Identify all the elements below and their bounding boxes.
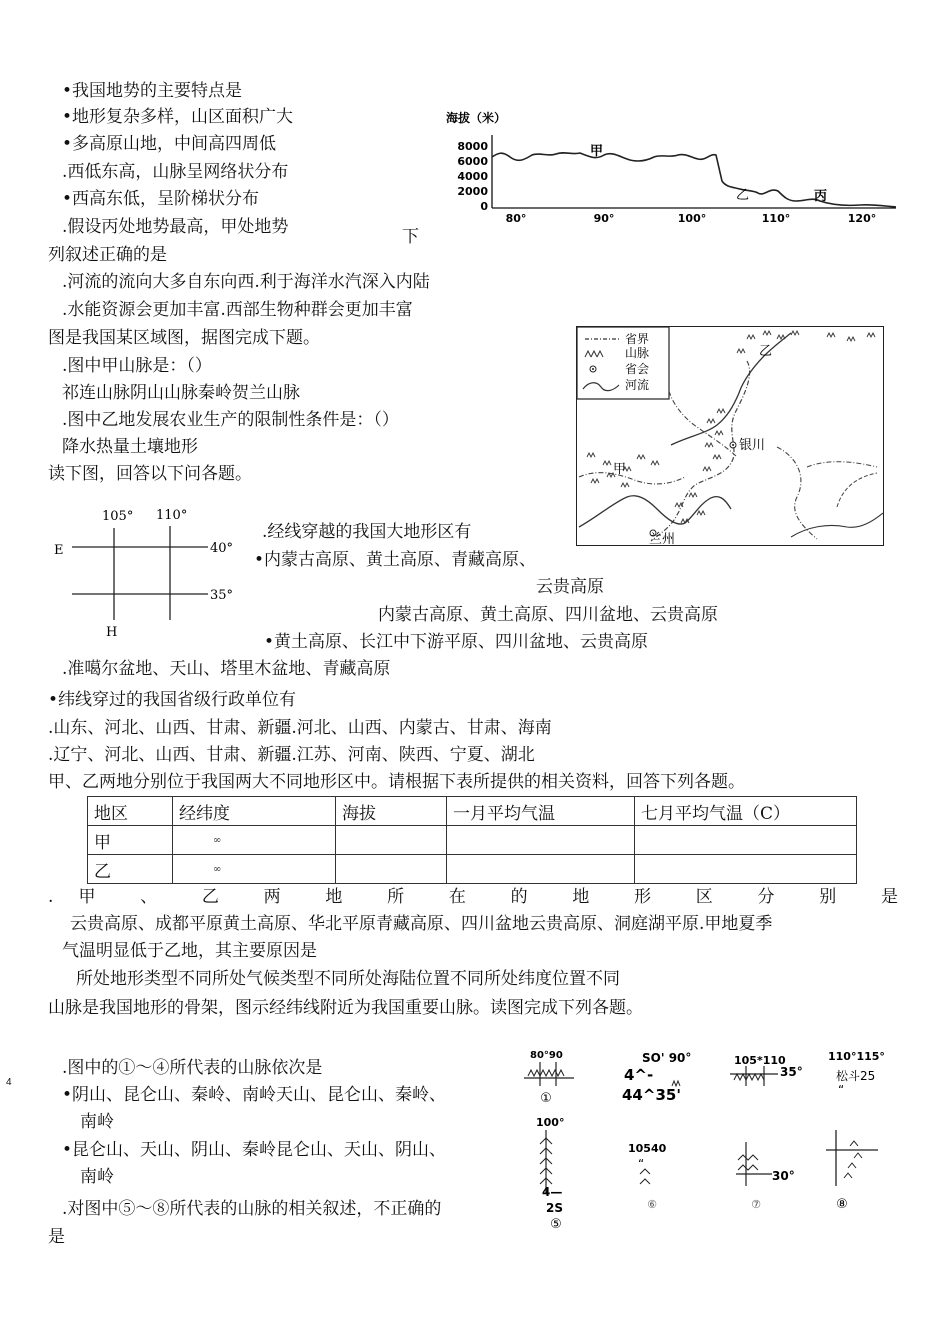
m1-mountain-symbol bbox=[528, 1070, 564, 1076]
region-map-figure bbox=[576, 326, 884, 546]
m5-lon-label: 100° bbox=[536, 1116, 565, 1129]
map-label-lanzhou: 兰州 bbox=[649, 532, 676, 546]
q4-option-d: .准噶尔盆地、天山、塔里木盆地、青藏高原 bbox=[62, 659, 391, 679]
profile-ytick: 8000 bbox=[457, 140, 488, 153]
table-row bbox=[88, 826, 857, 855]
province-border bbox=[837, 473, 877, 507]
river bbox=[579, 496, 731, 527]
profile-ytick: 6000 bbox=[457, 155, 488, 168]
m5-label-a: 4— bbox=[542, 1185, 563, 1199]
m8-mountain-symbol bbox=[844, 1141, 862, 1178]
profile-xtick: 110° bbox=[761, 212, 791, 225]
q3-stem: .图中甲山脉是：（） bbox=[62, 356, 212, 376]
q7-option-ab: •阴山、昆仑山、秦岭、南岭天山、昆仑山、秦岭、 bbox=[62, 1085, 447, 1105]
q7-option-cd: •昆仑山、天山、阴山、秦岭昆仑山、天山、阴山、 bbox=[62, 1140, 447, 1160]
province-border bbox=[669, 391, 737, 457]
q5-options-2: .辽宁、河北、山西、甘肃、新疆.江苏、河南、陕西、宁夏、湖北 bbox=[48, 745, 535, 765]
table-cell bbox=[336, 855, 447, 884]
m4-name: 松斗25 bbox=[836, 1069, 876, 1083]
m5-number: ⑤ bbox=[550, 1217, 562, 1232]
q5-options-1: .山东、河北、山西、甘肃、新疆.河北、山西、内蒙古、甘肃、海南 bbox=[48, 718, 552, 738]
m6-lon-label: 10540 bbox=[628, 1142, 667, 1155]
q4-option-a: •内蒙古高原、黄土高原、青藏高原、 bbox=[254, 550, 537, 570]
table-cell: ∞ bbox=[173, 855, 336, 884]
table-cell: 甲 bbox=[88, 826, 173, 855]
table-cell bbox=[635, 826, 857, 855]
map-label-yinchuan: 银川 bbox=[739, 438, 766, 453]
q3-intro: 图是我国某区域图，据图完成下题。 bbox=[48, 328, 320, 348]
q8-stem-cont: 是 bbox=[48, 1227, 65, 1247]
q7-option-cd-cont: 南岭 bbox=[80, 1167, 114, 1187]
table-header: 七月平均气温（C） bbox=[635, 797, 857, 826]
grid-h-label: H bbox=[106, 625, 118, 640]
q2-option-cd: .水能资源会更加丰富.西部生物种群会更加丰富 bbox=[62, 300, 413, 320]
q1-option-a: •地形复杂多样，山区面积广大 bbox=[62, 107, 294, 127]
q5-stem: •纬线穿过的我国省级行政单位有 bbox=[48, 690, 297, 710]
profile-label-bing: 丙 bbox=[814, 189, 828, 204]
table-header: 地区 bbox=[88, 797, 173, 826]
legend-mountain-label: 山脉 bbox=[625, 346, 650, 360]
m3-lat-label: 35° bbox=[780, 1065, 803, 1079]
yellow-river bbox=[671, 333, 791, 445]
q4-option-b: 内蒙古高原、黄土高原、四川盆地、云贵高原 bbox=[378, 605, 718, 625]
table-header: 海拔 bbox=[336, 797, 447, 826]
profile-ylabel: 海拔（米） bbox=[446, 111, 507, 125]
m6-quote: “ bbox=[638, 1157, 645, 1171]
legend-river-label: 河流 bbox=[625, 378, 650, 392]
grid-top-label: 105° bbox=[102, 509, 134, 524]
q4-option-c: •黄土高原、长江中下游平原、四川盆地、云贵高原 bbox=[264, 632, 649, 652]
m5-label-b: 2S bbox=[546, 1201, 563, 1215]
profile-xtick: 90° bbox=[593, 212, 615, 225]
q7-intro: 山脉是我国地形的骨架，图示经纬线附近为我国重要山脉。读图完成下列各题。 bbox=[48, 998, 643, 1018]
table-header: 一月平均气温 bbox=[447, 797, 635, 826]
map-legend-box bbox=[577, 327, 669, 399]
province-border bbox=[777, 447, 817, 539]
q7-option-ab-cont: 南岭 bbox=[80, 1112, 114, 1132]
page-marker: 4 bbox=[6, 1077, 12, 1088]
profile-ytick: 0 bbox=[480, 200, 488, 213]
legend-capital-label: 省会 bbox=[625, 362, 650, 376]
grid-right-label: 40° bbox=[210, 541, 234, 556]
table-row bbox=[88, 855, 857, 884]
table-cell bbox=[635, 855, 857, 884]
m4-quote: “ bbox=[838, 1083, 845, 1097]
m3-lon-label: 105*110 bbox=[734, 1054, 786, 1067]
m3-mountain-symbol bbox=[734, 1074, 764, 1080]
q6-intro: 甲、乙两地分别位于我国两大不同地形区中。请根据下表所提供的相关资料，回答下列各题。 bbox=[48, 772, 745, 792]
q6-stem2: 气温明显低于乙地，其主要原因是 bbox=[62, 941, 317, 961]
q4a-options: 降水热量土壤地形 bbox=[62, 437, 198, 457]
table-cell bbox=[336, 826, 447, 855]
m1-lon-label: 80°90 bbox=[530, 1050, 563, 1061]
profile-ytick: 4000 bbox=[457, 170, 488, 183]
q6-options: 云贵高原、成都平原黄土高原、华北平原青藏高原、四川盆地云贵高原、洞庭湖平原.甲地夏季 bbox=[70, 914, 773, 934]
table-cell bbox=[447, 826, 635, 855]
q1-option-b: •多高原山地，中间高四周低 bbox=[62, 134, 277, 154]
q2-stem-tail: 下 bbox=[402, 227, 419, 247]
profile-ytick: 2000 bbox=[457, 185, 488, 198]
m1-number: ① bbox=[540, 1091, 552, 1106]
q7-stem: .图中的①～④所代表的山脉依次是 bbox=[62, 1058, 323, 1078]
q3-options: 祁连山脉阴山山脉秦岭贺兰山脉 bbox=[62, 383, 300, 403]
profile-xtick: 120° bbox=[847, 212, 877, 225]
m6-mountain-symbol bbox=[640, 1169, 650, 1184]
table-cell: 乙 bbox=[88, 855, 173, 884]
climate-data-table bbox=[87, 796, 857, 884]
m2-label-a: 4^- bbox=[624, 1066, 654, 1084]
legend-border-label: 省界 bbox=[625, 332, 650, 346]
elevation-profile-figure bbox=[440, 105, 902, 230]
q1-stem: •我国地势的主要特点是 bbox=[62, 81, 243, 101]
grid-top-label: 110° bbox=[156, 508, 188, 523]
mountain-diagrams-figure bbox=[516, 1046, 900, 1242]
province-border bbox=[807, 462, 877, 467]
q2-stem-cont: 列叙述正确的是 bbox=[48, 245, 167, 265]
m2-lon-label: SO' 90° bbox=[642, 1051, 692, 1065]
map-label-yi: 乙 bbox=[759, 344, 773, 359]
m8-number: ⑧ bbox=[836, 1197, 848, 1212]
profile-xtick: 100° bbox=[677, 212, 707, 225]
q6-stem: . 甲 、 乙 两 地 所 在 的 地 形 区 分 别 是 bbox=[48, 887, 898, 907]
q4-stem: .经线穿越的我国大地形区有 bbox=[262, 522, 472, 542]
profile-terrain-line bbox=[492, 153, 896, 207]
q1-option-c: .西低东高，山脉呈网络状分布 bbox=[62, 162, 289, 182]
grid-e-label: E bbox=[54, 543, 64, 558]
profile-label-yi: 乙 bbox=[736, 188, 750, 203]
q1-option-d: •西高东低，呈阶梯状分布 bbox=[62, 189, 260, 209]
m7-lat-label: 30° bbox=[772, 1169, 795, 1183]
profile-label-jia: 甲 bbox=[590, 144, 604, 159]
table-header-row bbox=[88, 797, 857, 826]
m4-lon-label: 110°115° bbox=[828, 1050, 885, 1063]
table-header: 经纬度 bbox=[173, 797, 336, 826]
table-cell bbox=[447, 855, 635, 884]
lat-lon-grid-figure bbox=[48, 502, 248, 642]
q2-stem: .假设丙处地势最高，甲处地势 bbox=[62, 217, 289, 237]
q4-intro: 读下图，回答以下问各题。 bbox=[48, 464, 252, 484]
m7-mountain-symbol bbox=[738, 1155, 758, 1170]
q2-option-ab: .河流的流向大多自东向西.利于海洋水汽深入内陆 bbox=[62, 272, 430, 292]
m2-label-b: 44^35' bbox=[622, 1086, 681, 1104]
map-label-jia: 甲 bbox=[613, 462, 627, 477]
m6-number: ⑥ bbox=[647, 1198, 657, 1211]
q4a-stem: .图中乙地发展农业生产的限制性条件是：（） bbox=[62, 410, 399, 430]
river bbox=[791, 513, 883, 537]
q6-options2: 所处地形类型不同所处气候类型不同所处海陆位置不同所处纬度位置不同 bbox=[76, 969, 620, 989]
q4-option-a-cont: 云贵高原 bbox=[536, 577, 604, 597]
table-cell: ∞ bbox=[173, 826, 336, 855]
grid-right-label: 35° bbox=[210, 588, 234, 603]
m7-number: ⑦ bbox=[751, 1198, 761, 1211]
q8-stem: .对图中⑤～⑧所代表的山脉的相关叙述，不正确的 bbox=[62, 1199, 442, 1219]
profile-xtick: 80° bbox=[505, 212, 527, 225]
